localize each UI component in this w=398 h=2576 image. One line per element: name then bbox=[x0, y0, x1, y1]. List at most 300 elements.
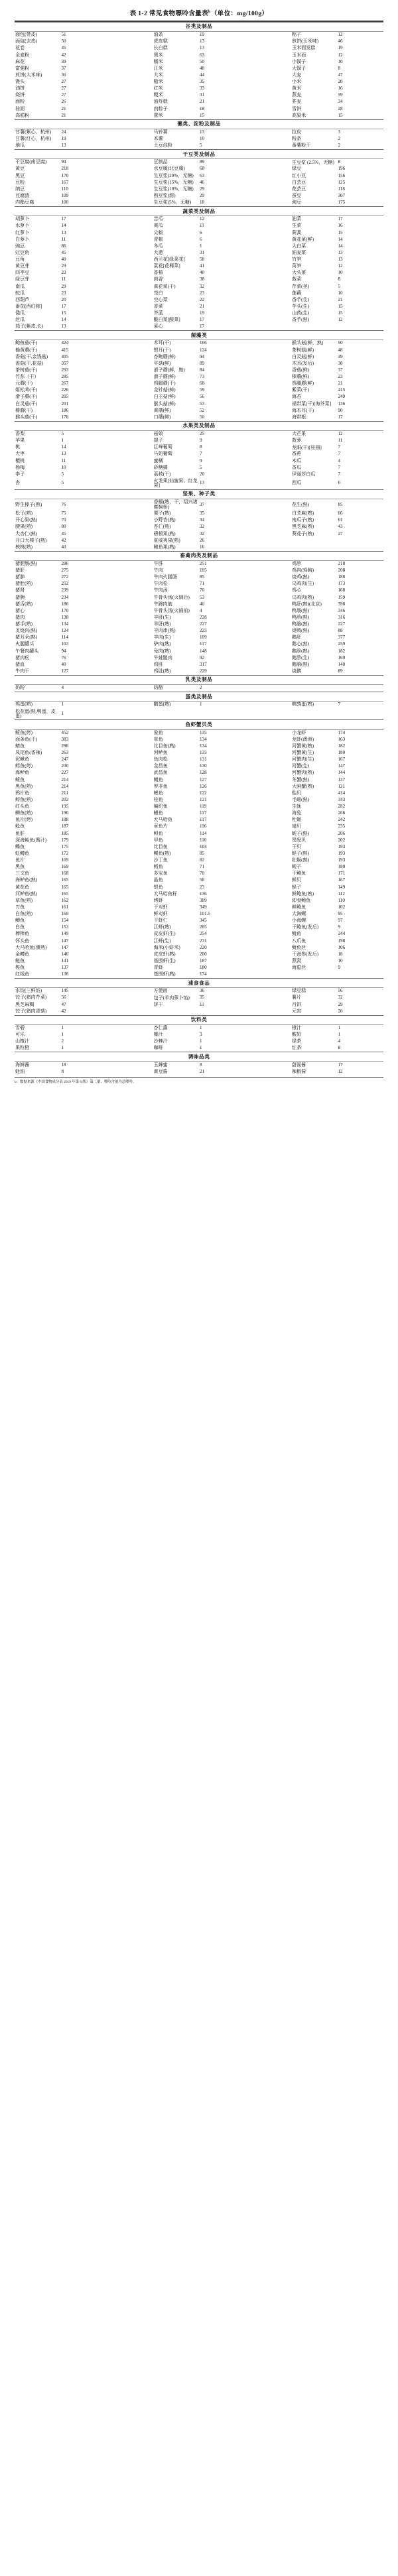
food-name: 香梨 bbox=[15, 431, 25, 437]
food-name: 菇娘 bbox=[153, 431, 163, 437]
column-spacer bbox=[245, 1045, 292, 1052]
food-name: 猴头菇(鲜，熟) bbox=[292, 340, 324, 346]
purine-value: 36 bbox=[61, 72, 66, 78]
food-name: 山楂汁 bbox=[15, 1038, 30, 1044]
food-name: 烤虾 bbox=[153, 897, 163, 903]
purine-value: 180 bbox=[338, 864, 346, 870]
section-title: 菌藻类 bbox=[15, 331, 383, 340]
section-title: 水果类及制品 bbox=[15, 421, 383, 430]
column-spacer bbox=[245, 1038, 292, 1045]
purine-value: 53 bbox=[200, 594, 205, 600]
purine-value: 134 bbox=[200, 743, 207, 749]
purine-value: 187 bbox=[61, 824, 69, 829]
purine-value: 140 bbox=[338, 661, 346, 667]
purine-value: 13 bbox=[61, 229, 66, 235]
purine-value: 71 bbox=[200, 581, 205, 587]
column-spacer bbox=[245, 223, 292, 229]
section-title: 谷类及制品 bbox=[15, 23, 383, 32]
food-name: 干豆腐(南豆腐) bbox=[15, 159, 47, 165]
food-name: 芹菜(茎) bbox=[292, 283, 310, 289]
column-spacer bbox=[107, 38, 153, 45]
column-spacer bbox=[107, 524, 153, 530]
column-spacer bbox=[107, 66, 153, 72]
food-name: 河蟹(生) bbox=[292, 763, 310, 769]
purine-value: 163 bbox=[338, 736, 346, 742]
column-spacer bbox=[245, 216, 292, 223]
column-spacer bbox=[245, 45, 292, 52]
column-spacer bbox=[107, 172, 153, 179]
section-title: 鱼虾蟹贝类 bbox=[15, 720, 383, 729]
column-spacer bbox=[245, 884, 292, 890]
purine-value: 3 bbox=[338, 129, 341, 135]
purine-value: 95 bbox=[338, 911, 343, 917]
food-name: 栗子(熟) bbox=[153, 511, 171, 517]
column-spacer bbox=[245, 66, 292, 72]
purine-value: 21 bbox=[338, 381, 343, 387]
food-name: 茶树菇(鲜) bbox=[292, 347, 314, 353]
purine-value: 112 bbox=[338, 890, 345, 896]
purine-value: 46 bbox=[200, 179, 205, 185]
column-spacer bbox=[107, 216, 153, 223]
food-name: 牛肉汤 bbox=[153, 587, 168, 593]
food-name: 元蘑(干) bbox=[15, 381, 33, 387]
table-row bbox=[15, 776, 383, 783]
purine-value: 201 bbox=[61, 400, 69, 406]
column-spacer bbox=[107, 1045, 153, 1052]
food-name bbox=[291, 708, 338, 720]
table-row bbox=[15, 648, 383, 655]
table-row bbox=[15, 757, 383, 763]
table-row bbox=[15, 995, 383, 1001]
table-row bbox=[15, 237, 383, 243]
column-spacer bbox=[107, 988, 153, 995]
column-spacer bbox=[245, 851, 292, 857]
column-spacer bbox=[107, 857, 153, 864]
column-spacer bbox=[245, 729, 292, 737]
column-spacer bbox=[107, 347, 153, 354]
column-spacer bbox=[107, 737, 153, 743]
purine-value: 175 bbox=[338, 200, 346, 206]
column-spacer bbox=[245, 945, 292, 951]
food-name: 莴笋 bbox=[292, 263, 302, 269]
food-name: 大闸蟹(熟) bbox=[292, 783, 314, 789]
column-spacer bbox=[107, 891, 153, 898]
purine-value: 229 bbox=[200, 668, 207, 674]
food-name: 鲤鱼 bbox=[153, 790, 163, 796]
table-row bbox=[15, 193, 383, 200]
purine-value: 124 bbox=[200, 347, 207, 353]
food-name: 椰汁 bbox=[153, 1032, 163, 1038]
food-name: 黄花鱼 bbox=[15, 884, 30, 890]
food-name: 武昌鱼 bbox=[153, 770, 168, 776]
column-spacer bbox=[107, 898, 153, 904]
table-row bbox=[15, 172, 383, 179]
purine-value: 35 bbox=[200, 511, 205, 517]
column-spacer bbox=[107, 438, 153, 444]
purine-value: 24 bbox=[61, 129, 66, 135]
food-name: 蛇瓜 bbox=[15, 290, 25, 296]
column-spacer bbox=[245, 304, 292, 310]
food-name: 燕窝 bbox=[292, 957, 302, 963]
purine-value: 12 bbox=[338, 263, 343, 269]
food-name: 地瓜 bbox=[15, 143, 25, 149]
column-spacer bbox=[107, 159, 153, 166]
column-spacer bbox=[245, 465, 292, 471]
column-spacer bbox=[107, 911, 153, 918]
purine-value: 185 bbox=[61, 830, 69, 836]
food-name: 羊肉(生) bbox=[153, 635, 171, 641]
purine-value: 85 bbox=[338, 501, 343, 507]
column-spacer bbox=[107, 851, 153, 857]
food-name: 羊肉串(熟) bbox=[153, 628, 176, 634]
table-footnote: b：数据来源《中国食物成分表 2019 年第 6 版》第二册、嘌呤含量为总嘌呤。 bbox=[15, 1077, 383, 1085]
column-spacer bbox=[245, 290, 292, 297]
table-row bbox=[15, 499, 383, 511]
table-row bbox=[15, 951, 383, 958]
food-name: 草鱼(熟) bbox=[15, 897, 33, 903]
purine-value: 15 bbox=[338, 310, 343, 316]
purine-value: 1 bbox=[200, 702, 202, 707]
purine-value: 266 bbox=[338, 810, 346, 816]
purine-value: 1 bbox=[200, 243, 202, 249]
food-name: 油菜 bbox=[292, 216, 302, 222]
purine-value: 32 bbox=[200, 283, 205, 289]
table-row bbox=[15, 837, 383, 844]
column-spacer bbox=[245, 143, 292, 150]
column-spacer bbox=[245, 965, 292, 971]
column-spacer bbox=[107, 340, 153, 347]
column-spacer bbox=[107, 1024, 153, 1032]
purine-value: 12 bbox=[200, 216, 205, 222]
purine-value: 1 bbox=[61, 710, 64, 716]
food-name: 火腿罐头 bbox=[15, 641, 34, 647]
column-spacer bbox=[245, 1002, 292, 1009]
food-name: 鹅心(熟) bbox=[292, 641, 310, 647]
purine-value: 13 bbox=[61, 451, 66, 457]
food-name: 黑米 bbox=[153, 52, 163, 58]
column-spacer bbox=[107, 945, 153, 951]
column-spacer bbox=[107, 770, 153, 776]
table-row bbox=[15, 608, 383, 615]
food-name: 鸭胗(熟) bbox=[292, 614, 310, 620]
purine-value: 190 bbox=[61, 810, 69, 816]
food-name: 豇豆角 bbox=[15, 249, 30, 255]
food-name: 羊肝(熟) bbox=[153, 621, 171, 627]
column-spacer bbox=[245, 668, 292, 676]
purine-value: 122 bbox=[200, 790, 207, 796]
purine-value: 29 bbox=[61, 283, 66, 289]
column-spacer bbox=[245, 595, 292, 601]
food-name: 南瓜 bbox=[15, 283, 25, 289]
purine-value: 218 bbox=[61, 166, 69, 172]
column-spacer bbox=[107, 59, 153, 66]
purine-value: 20 bbox=[338, 1008, 343, 1014]
purine-value: 234 bbox=[61, 594, 69, 600]
purine-value: 76 bbox=[61, 654, 66, 660]
food-name: 水萝卜 bbox=[15, 223, 30, 229]
food-name: 罗非鱼 bbox=[153, 783, 168, 789]
purine-value: 144 bbox=[338, 770, 346, 776]
food-name: 面条鱼(干) bbox=[15, 736, 38, 742]
purine-value: 13 bbox=[200, 129, 205, 135]
food-name: 木耳(干) bbox=[153, 340, 171, 346]
food-name: 元宵 bbox=[292, 1008, 302, 1014]
food-name: 香蕉 bbox=[292, 451, 302, 457]
purine-value: 195 bbox=[61, 804, 69, 810]
food-name: 油条 bbox=[153, 32, 163, 38]
purine-value: 169 bbox=[61, 857, 69, 863]
table-row bbox=[15, 159, 383, 166]
purine-value: 296 bbox=[61, 560, 69, 566]
table-row bbox=[15, 931, 383, 938]
purine-value: 71 bbox=[200, 864, 205, 870]
purine-value: 18 bbox=[200, 200, 205, 206]
purine-value: 23 bbox=[200, 884, 205, 890]
food-name: 油炸糕 bbox=[153, 99, 168, 105]
column-spacer bbox=[107, 668, 153, 676]
food-name: 河鲈鱼 bbox=[153, 750, 168, 756]
purine-value: 193 bbox=[338, 857, 346, 863]
food-name: 银耳(干) bbox=[153, 347, 171, 353]
food-name: 鲽鱼(熟) bbox=[153, 850, 171, 856]
food-name: 海鲈鱼 bbox=[15, 770, 30, 776]
table-row bbox=[15, 877, 383, 884]
column-spacer bbox=[107, 1062, 153, 1069]
column-spacer bbox=[245, 136, 292, 143]
column-spacer bbox=[107, 824, 153, 830]
table-row bbox=[15, 538, 383, 544]
purine-value: 18 bbox=[61, 1062, 66, 1068]
food-name: 金昌鱼 bbox=[153, 763, 168, 769]
column-spacer bbox=[245, 354, 292, 361]
purine-value: 50 bbox=[200, 414, 205, 420]
table-row bbox=[15, 444, 383, 451]
column-spacer bbox=[107, 129, 153, 136]
column-spacer bbox=[245, 401, 292, 408]
purine-value: 267 bbox=[61, 381, 69, 387]
food-name: 苦瓜 bbox=[153, 216, 163, 222]
purine-value: 100 bbox=[61, 200, 69, 206]
purine-value: 76 bbox=[61, 501, 66, 507]
food-name: 鲶鱼 bbox=[15, 824, 25, 829]
purine-value: 97 bbox=[338, 918, 343, 924]
column-spacer bbox=[245, 172, 292, 179]
table-row bbox=[15, 438, 383, 444]
food-name: 红萝卜 bbox=[15, 229, 30, 235]
purine-value: 5 bbox=[61, 431, 64, 437]
purine-value: 84 bbox=[200, 367, 205, 373]
food-name: 鸳鸯贝 bbox=[292, 837, 306, 843]
food-name: 多宝鱼 bbox=[153, 871, 168, 877]
table-row bbox=[15, 1062, 383, 1069]
food-name: 鲫鱼 bbox=[15, 918, 25, 924]
table-row bbox=[15, 938, 383, 944]
purine-value: 220 bbox=[200, 944, 207, 950]
purine-value: 20 bbox=[61, 296, 66, 302]
purine-value: 1 bbox=[61, 438, 64, 444]
column-spacer bbox=[107, 951, 153, 958]
food-name: 大麦 bbox=[292, 72, 302, 78]
purine-value: 26 bbox=[61, 99, 66, 105]
column-spacer bbox=[107, 757, 153, 763]
table-row bbox=[15, 784, 383, 790]
purine-value: 41 bbox=[200, 263, 205, 269]
food-name: 生菜 bbox=[292, 223, 302, 229]
food-name: 红米 bbox=[153, 86, 163, 92]
food-name: 白灵菇(鲜) bbox=[292, 353, 314, 359]
purine-value: 136 bbox=[200, 890, 207, 896]
column-spacer bbox=[107, 763, 153, 770]
purine-value: 405 bbox=[61, 353, 69, 359]
section-header-row bbox=[15, 979, 383, 988]
food-name: 平菇(鲜) bbox=[153, 360, 171, 366]
table-row bbox=[15, 361, 383, 367]
food-name: 芋头(生) bbox=[292, 303, 310, 309]
table-row bbox=[15, 1009, 383, 1016]
purine-value: 40 bbox=[200, 270, 205, 276]
column-spacer bbox=[107, 641, 153, 648]
purine-value: 134 bbox=[200, 736, 207, 742]
purine-value: 187 bbox=[200, 957, 207, 963]
column-spacer bbox=[245, 270, 292, 276]
column-spacer bbox=[107, 581, 153, 587]
food-name: 西葫芦 bbox=[15, 296, 30, 302]
column-spacer bbox=[107, 408, 153, 414]
purine-value: 198 bbox=[338, 938, 346, 944]
purine-value: 136 bbox=[61, 971, 69, 977]
food-name: 生豆浆 (2.5%，无糖) bbox=[292, 159, 334, 165]
food-name: 鹅肝 bbox=[292, 635, 302, 641]
purine-value: 31 bbox=[200, 249, 205, 255]
purine-value: 37 bbox=[200, 501, 205, 507]
table-row bbox=[15, 478, 383, 490]
table-row bbox=[15, 621, 383, 628]
column-spacer bbox=[245, 1032, 292, 1038]
purine-value: 124 bbox=[61, 628, 69, 634]
purine-value: 31 bbox=[200, 92, 205, 98]
food-name: 鱼片(烤) bbox=[15, 817, 33, 823]
purine-value: 14 bbox=[61, 223, 66, 229]
food-name: 大杏仁(熟) bbox=[15, 530, 38, 536]
food-name: 金针菇(鲜) bbox=[153, 387, 176, 393]
food-name: 黑鱼 bbox=[15, 864, 25, 870]
column-spacer bbox=[245, 877, 292, 884]
purine-value: 43 bbox=[338, 524, 343, 530]
food-name: 饼干 bbox=[153, 1001, 163, 1007]
column-spacer bbox=[107, 884, 153, 890]
purine-value: 6 bbox=[200, 229, 202, 235]
food-name: 鲜对虾 bbox=[153, 911, 168, 917]
purine-value: 357 bbox=[61, 360, 69, 366]
purine-value: 23 bbox=[61, 290, 66, 296]
column-spacer bbox=[245, 924, 292, 931]
food-name: 生蚝 bbox=[292, 804, 302, 810]
purine-value: 5 bbox=[200, 464, 202, 470]
column-spacer bbox=[107, 430, 153, 438]
food-name: 香芋(生) bbox=[292, 296, 310, 302]
column-spacer bbox=[245, 517, 292, 524]
purine-value: 63 bbox=[200, 52, 205, 58]
food-name: 干海参(发后) bbox=[292, 951, 319, 957]
column-spacer bbox=[245, 283, 292, 290]
column-spacer bbox=[245, 99, 292, 105]
purine-value: 169 bbox=[338, 654, 346, 660]
purine-value: 53 bbox=[200, 400, 205, 406]
table-row bbox=[15, 1045, 383, 1052]
food-name: 即食鲍鱼 bbox=[292, 897, 311, 903]
purine-value: 4 bbox=[200, 607, 202, 613]
purine-value: 34 bbox=[338, 99, 343, 105]
purine-value: 1 bbox=[338, 1024, 341, 1030]
food-name: 紫菜(干) bbox=[292, 387, 310, 393]
purine-value: 188 bbox=[61, 817, 69, 823]
food-name: 金鳟鱼 bbox=[15, 951, 30, 957]
purine-value: 51 bbox=[61, 32, 66, 38]
food-name: 番薯粉干 bbox=[292, 143, 311, 149]
food-name: 鳗鱼 bbox=[153, 810, 163, 816]
food-name: 黄瓜 bbox=[153, 223, 163, 229]
table-row bbox=[15, 59, 383, 66]
purine-value: 117 bbox=[200, 817, 207, 823]
food-name: 虎皮糕 bbox=[153, 38, 168, 44]
food-name: 猪肝 bbox=[15, 568, 25, 574]
column-spacer bbox=[245, 931, 292, 938]
table-row bbox=[15, 451, 383, 458]
purine-value: 398 bbox=[338, 601, 346, 607]
food-name: 海米(小虾米) bbox=[153, 944, 180, 950]
column-spacer bbox=[107, 237, 153, 243]
food-name: 猴头菇(鲜) bbox=[153, 400, 176, 406]
column-spacer bbox=[107, 99, 153, 105]
caption-footnote-marker: b bbox=[208, 9, 211, 14]
food-name: 花生(熟) bbox=[292, 501, 310, 507]
purine-value: 103 bbox=[61, 641, 69, 647]
purine-value: 21 bbox=[200, 303, 205, 309]
purine-value: 25 bbox=[200, 431, 205, 437]
table-row bbox=[15, 324, 383, 331]
purine-value: 214 bbox=[61, 783, 69, 789]
section-header-row bbox=[15, 421, 383, 430]
purine-value: 40 bbox=[61, 661, 66, 667]
table-row bbox=[15, 381, 383, 387]
food-name: 香芋(熟) bbox=[292, 317, 310, 323]
column-spacer bbox=[107, 52, 153, 58]
food-name: 马奶葡萄 bbox=[153, 451, 172, 457]
food-name: 白鱼(熟) bbox=[15, 911, 33, 917]
column-spacer bbox=[107, 837, 153, 844]
purine-value: 116 bbox=[200, 824, 207, 829]
food-name: 猪心 bbox=[15, 607, 25, 613]
purine-value: 16 bbox=[200, 544, 205, 550]
food-name: 棒棒鱼 bbox=[15, 931, 30, 937]
purine-value: 135 bbox=[200, 729, 207, 735]
purine-value: 244 bbox=[338, 931, 346, 937]
food-name: 豌豆 bbox=[292, 200, 302, 206]
column-spacer bbox=[107, 608, 153, 615]
purine-value: 259 bbox=[338, 641, 346, 647]
purine-value: 165 bbox=[61, 884, 69, 890]
food-name: 象鱼 bbox=[153, 729, 163, 735]
purine-value: 2 bbox=[61, 1038, 64, 1044]
purine-value: 58 bbox=[200, 257, 205, 263]
food-name: 煎饼(玉米味) bbox=[292, 38, 319, 44]
purine-value: 252 bbox=[61, 581, 69, 587]
column-spacer bbox=[107, 304, 153, 310]
purine-value: 40 bbox=[61, 257, 66, 263]
food-name: 香菜 bbox=[153, 303, 163, 309]
purine-value: 186 bbox=[61, 407, 69, 413]
purine-value: 8 bbox=[61, 1068, 64, 1074]
